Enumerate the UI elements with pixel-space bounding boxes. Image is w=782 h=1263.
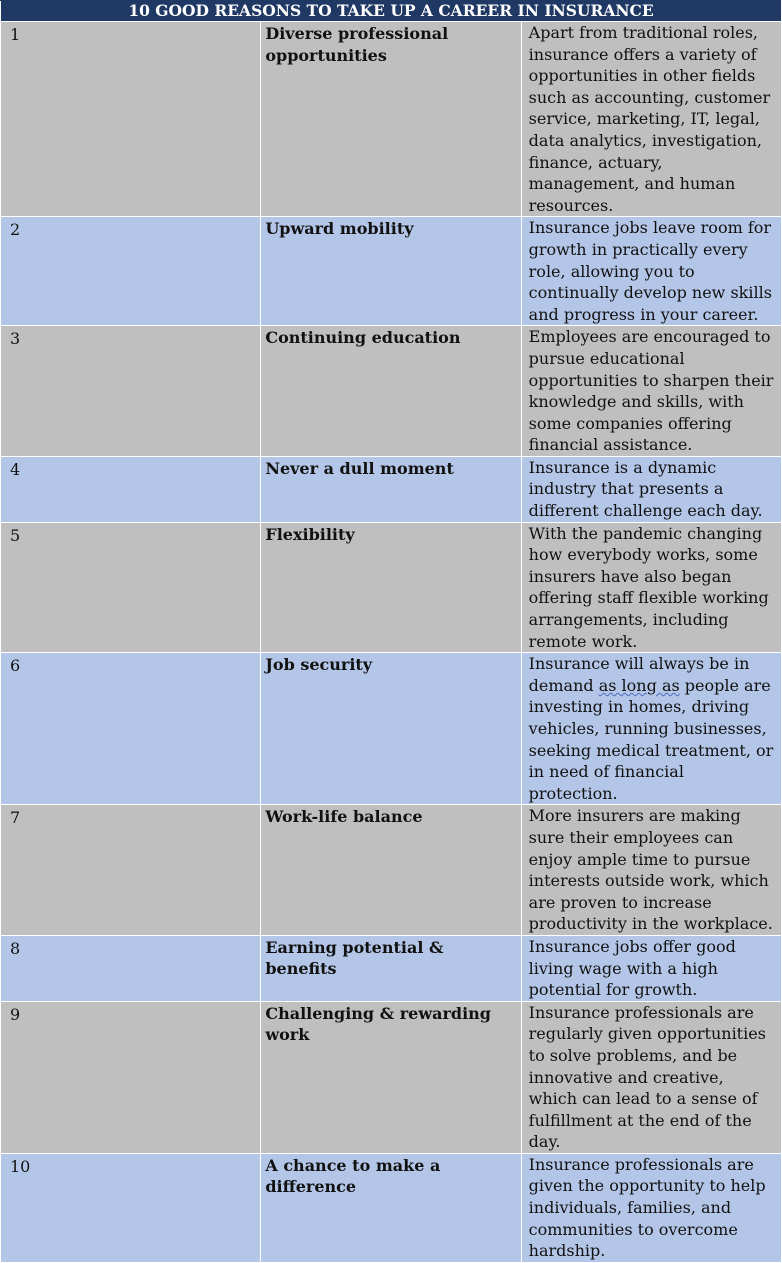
description-text: Insurance will always be in demand — [528, 654, 750, 695]
row-reason: Continuing education — [261, 326, 521, 457]
row-number: 4 — [1, 456, 261, 522]
row-reason: Flexibility — [261, 522, 521, 653]
row-number: 10 — [1, 1153, 261, 1262]
row-description: Insurance is a dynamic industry that presents a different challenge each day. — [521, 456, 781, 522]
table-title-row — [1, 1, 782, 22]
table-row — [1, 935, 782, 1001]
row-description: Apart from traditional roles, insurance offers a variety of opportunities in other fields such as accounting, customer service, marketing, IT, legal, data analytics, investigation, finance, actuary, management, and human resources. — [521, 22, 781, 217]
row-number: 6 — [1, 653, 261, 805]
row-description: Employees are encouraged to pursue educational opportunities to sharpen their knowledge and skills, with some companies offering financial assistance. — [521, 326, 781, 457]
row-number: 1 — [1, 22, 261, 217]
row-reason: Earning potential & benefits — [261, 935, 521, 1001]
table-row — [1, 653, 782, 805]
table-row — [1, 326, 782, 457]
spellcheck-underlined-text: as long as — [598, 675, 680, 695]
row-reason: A chance to make a difference — [261, 1153, 521, 1262]
table-row — [1, 1153, 782, 1262]
row-number: 5 — [1, 522, 261, 653]
row-description — [521, 653, 781, 805]
row-reason: Work-life balance — [261, 805, 521, 936]
description-text: people are investing in homes, driving vehicles, running businesses, seeking medical treatment, or in need of financial protection. — [528, 675, 774, 803]
row-reason: Job security — [261, 653, 521, 805]
row-description: Insurance professionals are regularly given opportunities to solve problems, and be innovative and creative, which can lead to a sense of fulfillment at the end of the day. — [521, 1001, 781, 1153]
row-description: With the pandemic changing how everybody works, some insurers have also began offering staff flexible working arrangements, including remote work. — [521, 522, 781, 653]
row-number: 8 — [1, 935, 261, 1001]
table-row — [1, 1001, 782, 1153]
table-row — [1, 217, 782, 326]
row-description: Insurance jobs offer good living wage with a high potential for growth. — [521, 935, 781, 1001]
row-number: 9 — [1, 1001, 261, 1153]
row-reason: Challenging & rewarding work — [261, 1001, 521, 1153]
table-row — [1, 805, 782, 936]
row-number: 7 — [1, 805, 261, 936]
table-row — [1, 22, 782, 217]
row-description: Insurance professionals are given the opportunity to help individuals, families, and communities to overcome hardship. — [521, 1153, 781, 1262]
row-reason: Never a dull moment — [261, 456, 521, 522]
row-number: 2 — [1, 217, 261, 326]
row-number: 3 — [1, 326, 261, 457]
row-description: More insurers are making sure their employees can enjoy ample time to pursue interests outside work, which are proven to increase productivity in the workplace. — [521, 805, 781, 936]
table-title: 10 GOOD REASONS TO TAKE UP A CAREER IN INSURANCE — [1, 1, 782, 22]
row-description: Insurance jobs leave room for growth in practically every role, allowing you to continually develop new skills and progress in your career. — [521, 217, 781, 326]
row-reason: Upward mobility — [261, 217, 521, 326]
row-reason: Diverse professional opportunities — [261, 22, 521, 217]
table-row — [1, 456, 782, 522]
table-row — [1, 522, 782, 653]
